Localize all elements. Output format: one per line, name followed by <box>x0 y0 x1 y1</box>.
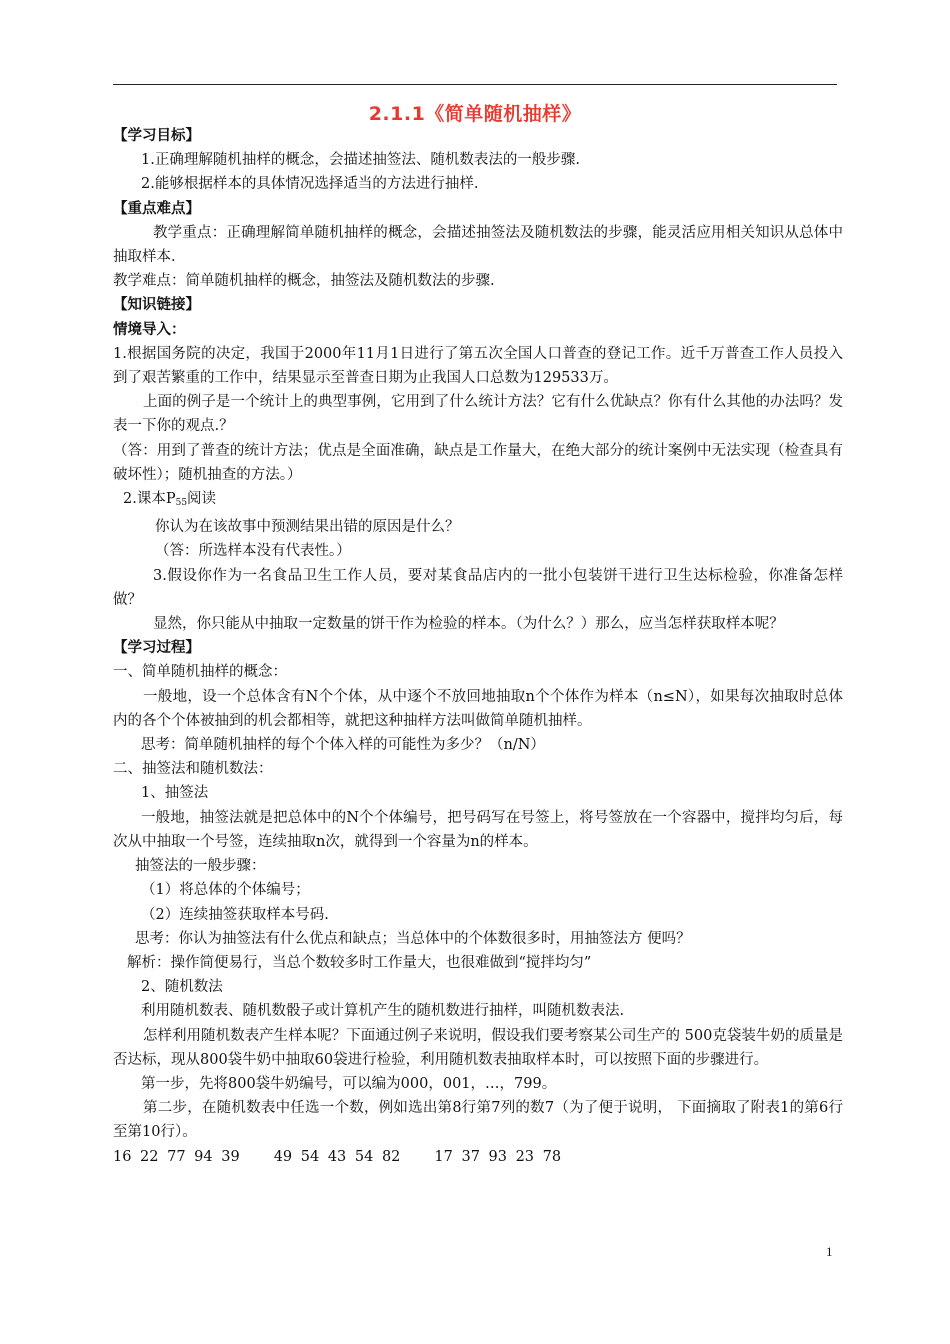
reading-question: 你认为在该故事中预测结果出错的原因是什么？ <box>155 519 460 536</box>
reading-prefix: 2.课本P <box>123 491 176 508</box>
goal-1: 1.正确理解随机抽样的概念，会描述抽签法、随机数表法的一般步骤. <box>141 152 580 169</box>
inspector-answer: 显然，你只能从中抽取一定数量的饼干作为检验的样本。（为什么？）那么，应当怎样获取样本呢？ <box>153 616 784 633</box>
random-definition: 利用随机数表、随机数骰子或计算机产生的随机数进行抽样，叫随机数表法. <box>141 1003 625 1020</box>
inspector-paragraph: 3.假设你作为一名食品卫生工作人员，要对某食品店内的一批小包装饼干进行卫生达标检验，你准备怎样做？ <box>113 567 843 608</box>
lottery-steps-heading: 抽签法的一般步骤： <box>135 858 266 875</box>
key-heading: 【重点难点】 <box>113 199 200 217</box>
lottery-step-2: （2）连续抽签获取样本号码. <box>141 906 329 923</box>
concept-heading: 一、简单随机抽样的概念： <box>113 664 287 681</box>
document-title: 2.1.1《简单随机抽样》 <box>368 103 582 125</box>
process-heading: 【学习过程】 <box>113 639 200 657</box>
lottery-analysis: 解析：操作简便易行，当总个数较多时工作量大，也很难做到“搅拌均匀” <box>127 954 592 971</box>
numbers-group-b: 49 54 43 54 82 <box>273 1148 401 1165</box>
census-answer: （答：用到了普查的统计方法；优点是全面准确，缺点是工作量大，在绝大部分的统计案例中无法实现（检查具有破坏性）；随机抽查的方法。） <box>113 442 843 483</box>
concept-think: 思考：简单随机抽样的每个个体入样的可能性为多少？（n/N） <box>141 737 545 754</box>
census-paragraph: 1.根据国务院的决定，我国于2000年11月1日进行了第五次全国人口普查的登记工作。近千万普查工作人员投入到了艰苦繁重的工作中，结果显示至普查日期为止我国人口总数为129533万。 <box>113 345 843 387</box>
key-focus: 教学重点：正确理解简单随机抽样的概念，会描述抽签法及随机数法的步骤，能灵活应用相关知识从总体中抽取样本. <box>113 224 843 266</box>
random-heading: 2、随机数法 <box>141 979 223 996</box>
document-body <box>113 124 843 1169</box>
numbers-group-c: 17 37 93 23 78 <box>434 1148 562 1165</box>
reading-line <box>113 487 843 515</box>
step-1: 第一步，先将800袋牛奶编号，可以编为000，001，…，799。 <box>141 1075 557 1092</box>
methods-heading: 二、抽签法和随机数法： <box>113 761 273 778</box>
goals-heading: 【学习目标】 <box>113 127 200 144</box>
reading-page: 55 <box>175 498 188 509</box>
intro-heading: 情境导入： <box>113 320 186 338</box>
lottery-text: 一般地，抽签法就是把总体中的N个个体编号，把号码写在号签上，将号签放在一个容器中，搅拌均匀后，每次从中抽取一个号签，连续抽取n次，就得到一个容量为n的样本。 <box>113 809 843 850</box>
census-question: 上面的例子是一个统计上的典型事例，它用到了什么统计方法？它有什么优缺点？你有什么其他的办法吗？发表一下你的观点.？ <box>113 394 843 435</box>
lottery-heading: 1、抽签法 <box>141 785 209 802</box>
page-number: 1 <box>826 1244 833 1259</box>
random-number-row <box>113 1145 843 1169</box>
key-difficulty: 教学难点：简单随机抽样的概念，抽签法及随机数法的步骤. <box>113 273 495 290</box>
lottery-step-1: （1）将总体的个体编号； <box>141 882 310 899</box>
concept-text: 一般地，设一个总体含有N个个体，从中逐个不放回地抽取n个个体作为样本（n≤N），如果每次抽取时总体内的各个个体被抽到的机会都相等，就把这种抽样方法叫做简单随机抽样。 <box>113 688 843 729</box>
step-2: 第二步，在随机数表中任选一个数，例如选出第8行第7列的数7（为了便于说明， 下面摘取了附表1的第6行至第10行）。 <box>113 1100 843 1141</box>
reading-answer: （答：所选样本没有代表性。） <box>155 543 351 560</box>
header-rule <box>113 84 837 85</box>
numbers-group-a: 16 22 77 94 39 <box>113 1148 240 1165</box>
random-example: 怎样利用随机数表产生样本呢？下面通过例子来说明，假设我们要考察某公司生产的 500克袋装牛奶的质量是否达标，现从800袋牛奶中抽取60袋进行检验，利用随机数表抽取样本时，可以按照下面的步骤进行。 <box>113 1027 843 1068</box>
goal-2: 2.能够根据样本的具体情况选择适当的方法进行抽样. <box>141 176 479 193</box>
link-heading: 【知识链接】 <box>113 296 200 314</box>
lottery-think: 思考：你认为抽签法有什么优点和缺点；当总体中的个体数很多时，用抽签法方 便吗？ <box>135 930 691 947</box>
reading-suffix: 阅读 <box>187 491 217 508</box>
